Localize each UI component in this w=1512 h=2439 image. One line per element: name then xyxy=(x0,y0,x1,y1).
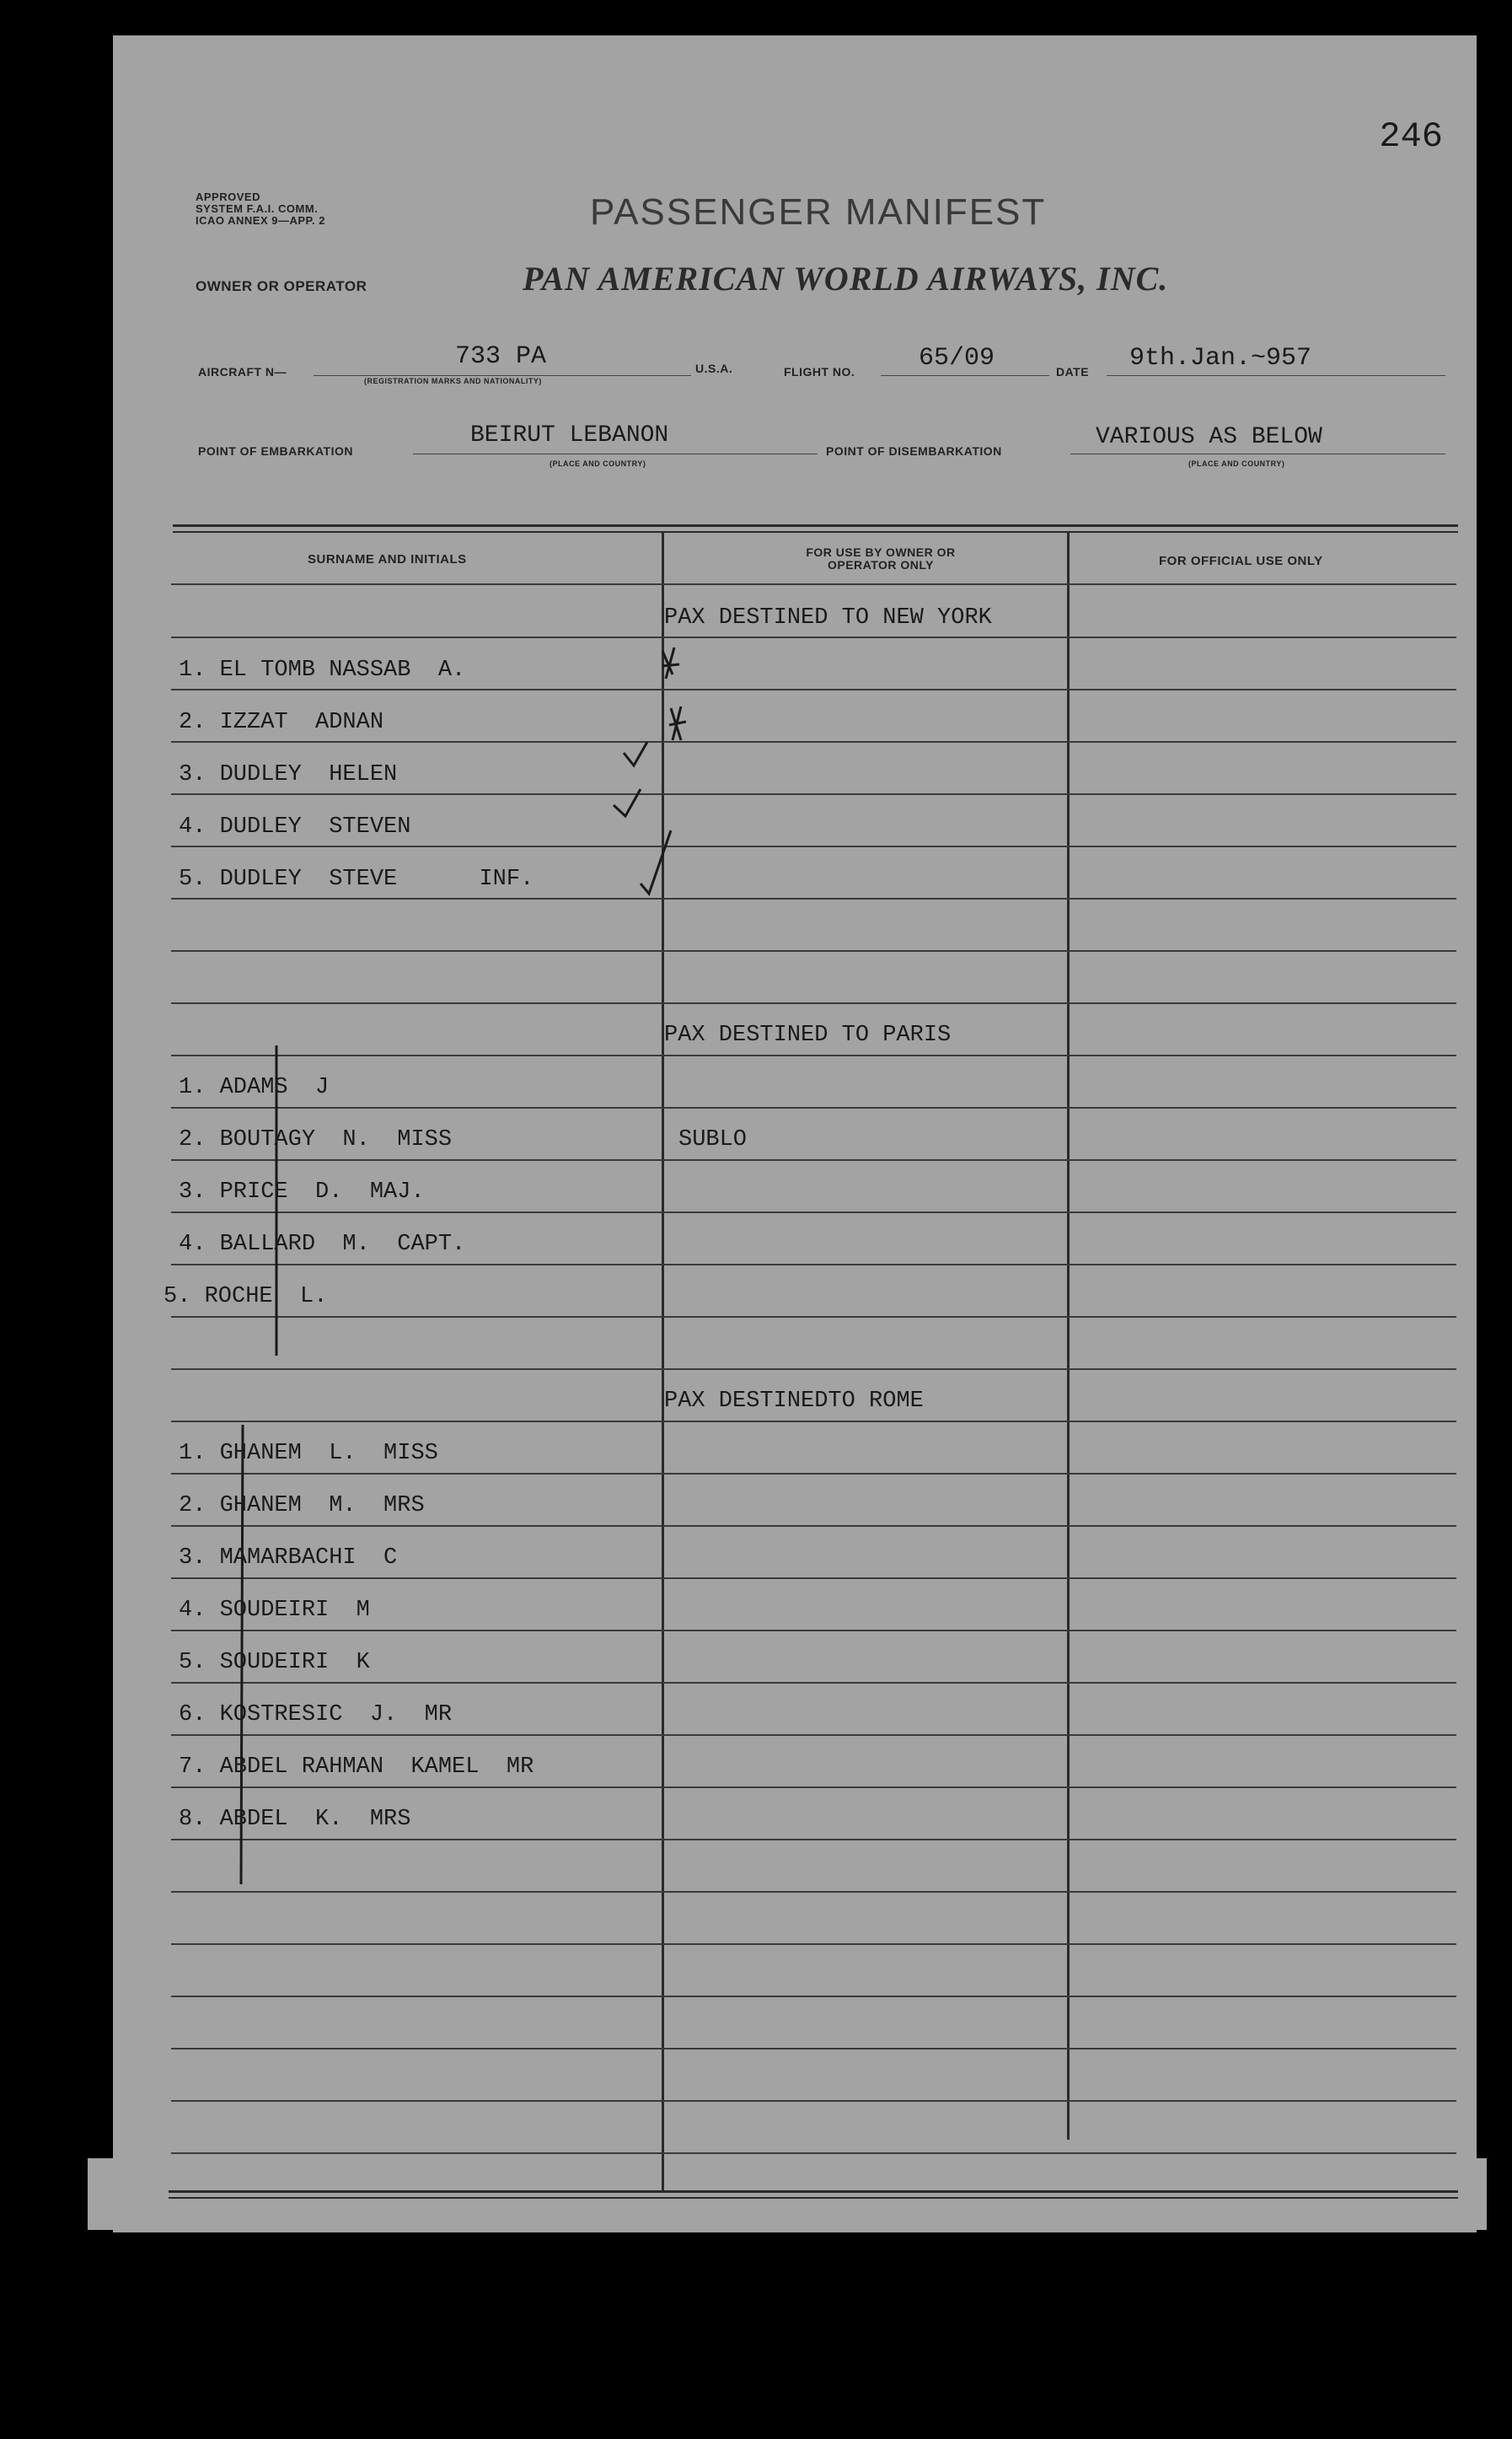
owner-note: SUBLO xyxy=(678,1127,748,1152)
column-official-use: FOR OFFICIAL USE ONLY xyxy=(1159,554,1323,568)
usa-label: U.S.A. xyxy=(695,362,733,375)
approval-line: APPROVED xyxy=(196,191,260,203)
date-label: DATE xyxy=(1056,365,1090,379)
passenger-entry: 3. DUDLEY HELEN xyxy=(179,762,398,787)
approval-line: ICAO ANNEX 9—APP. 2 xyxy=(196,214,325,227)
passenger-entry: 4. SOUDEIRI M xyxy=(179,1598,370,1623)
operator-name: PAN AMERICAN WORLD AIRWAYS, INC. xyxy=(523,260,1169,298)
disembarkation-note: (PLACE AND COUNTRY) xyxy=(1188,459,1285,468)
passenger-entry: 1. GHANEM L. MISS xyxy=(179,1441,438,1466)
passenger-entry: 8. ABDEL K. MRS xyxy=(179,1807,411,1832)
date-value: 9th.Jan.~957 xyxy=(1129,344,1312,373)
passenger-entry: 1. ADAMS J xyxy=(179,1075,330,1100)
passenger-entry: 2. GHANEM M. MRS xyxy=(179,1493,425,1518)
group-heading: PAX DESTINED TO NEW YORK xyxy=(664,605,992,631)
passenger-entry: 5. SOUDEIRI K xyxy=(179,1650,370,1675)
group-heading: PAX DESTINEDTO ROME xyxy=(664,1389,924,1414)
document-title: PASSENGER MANIFEST xyxy=(590,191,1047,233)
embarkation-note: (PLACE AND COUNTRY) xyxy=(550,459,646,468)
aircraft-label: AIRCRAFT N— xyxy=(198,365,287,379)
tally-line-icon xyxy=(241,1045,276,1884)
passenger-entry: 3. MAMARBACHI C xyxy=(179,1545,398,1571)
page-number: 246 xyxy=(1379,116,1443,157)
group-heading: PAX DESTINED TO PARIS xyxy=(664,1023,952,1048)
embarkation-value: BEIRUT LEBANON xyxy=(470,422,669,449)
passenger-entry: 3. PRICE D. MAJ. xyxy=(179,1179,425,1205)
passenger-entry: 5. DUDLEY STEVE INF. xyxy=(179,867,534,892)
passenger-entry: 7. ABDEL RAHMAN KAMEL MR xyxy=(179,1754,534,1780)
disembarkation-value: VARIOUS AS BELOW xyxy=(1096,424,1322,450)
flight-value: 65/09 xyxy=(919,344,995,373)
approval-line: SYSTEM F.A.I. COMM. xyxy=(196,202,319,215)
passenger-entry: 5. ROCHE L. xyxy=(164,1284,328,1309)
embarkation-label: POINT OF EMBARKATION xyxy=(198,444,353,458)
passenger-entry: 2. IZZAT ADNAN xyxy=(179,710,384,735)
registration-note: (REGISTRATION MARKS AND NATIONALITY) xyxy=(364,377,542,385)
column-surname: SURNAME AND INITIALS xyxy=(308,552,467,567)
passenger-entry: 4. DUDLEY STEVEN xyxy=(179,814,411,840)
column-owner-use: FOR USE BY OWNER OR OPERATOR ONLY xyxy=(806,545,956,572)
aircraft-value: 733 PA xyxy=(455,342,547,371)
flight-label: FLIGHT NO. xyxy=(784,365,855,379)
owner-label: OWNER OR OPERATOR xyxy=(196,278,367,294)
passenger-entry: 2. BOUTAGY N. MISS xyxy=(179,1127,453,1152)
disembarkation-label: POINT OF DISEMBARKATION xyxy=(826,444,1002,458)
passenger-entry: 4. BALLARD M. CAPT. xyxy=(179,1232,466,1257)
passenger-entry: 1. EL TOMB NASSAB A. xyxy=(179,658,466,683)
checkmark-icon xyxy=(614,647,686,894)
passenger-entry: 6. KOSTRESIC J. MR xyxy=(179,1702,453,1727)
